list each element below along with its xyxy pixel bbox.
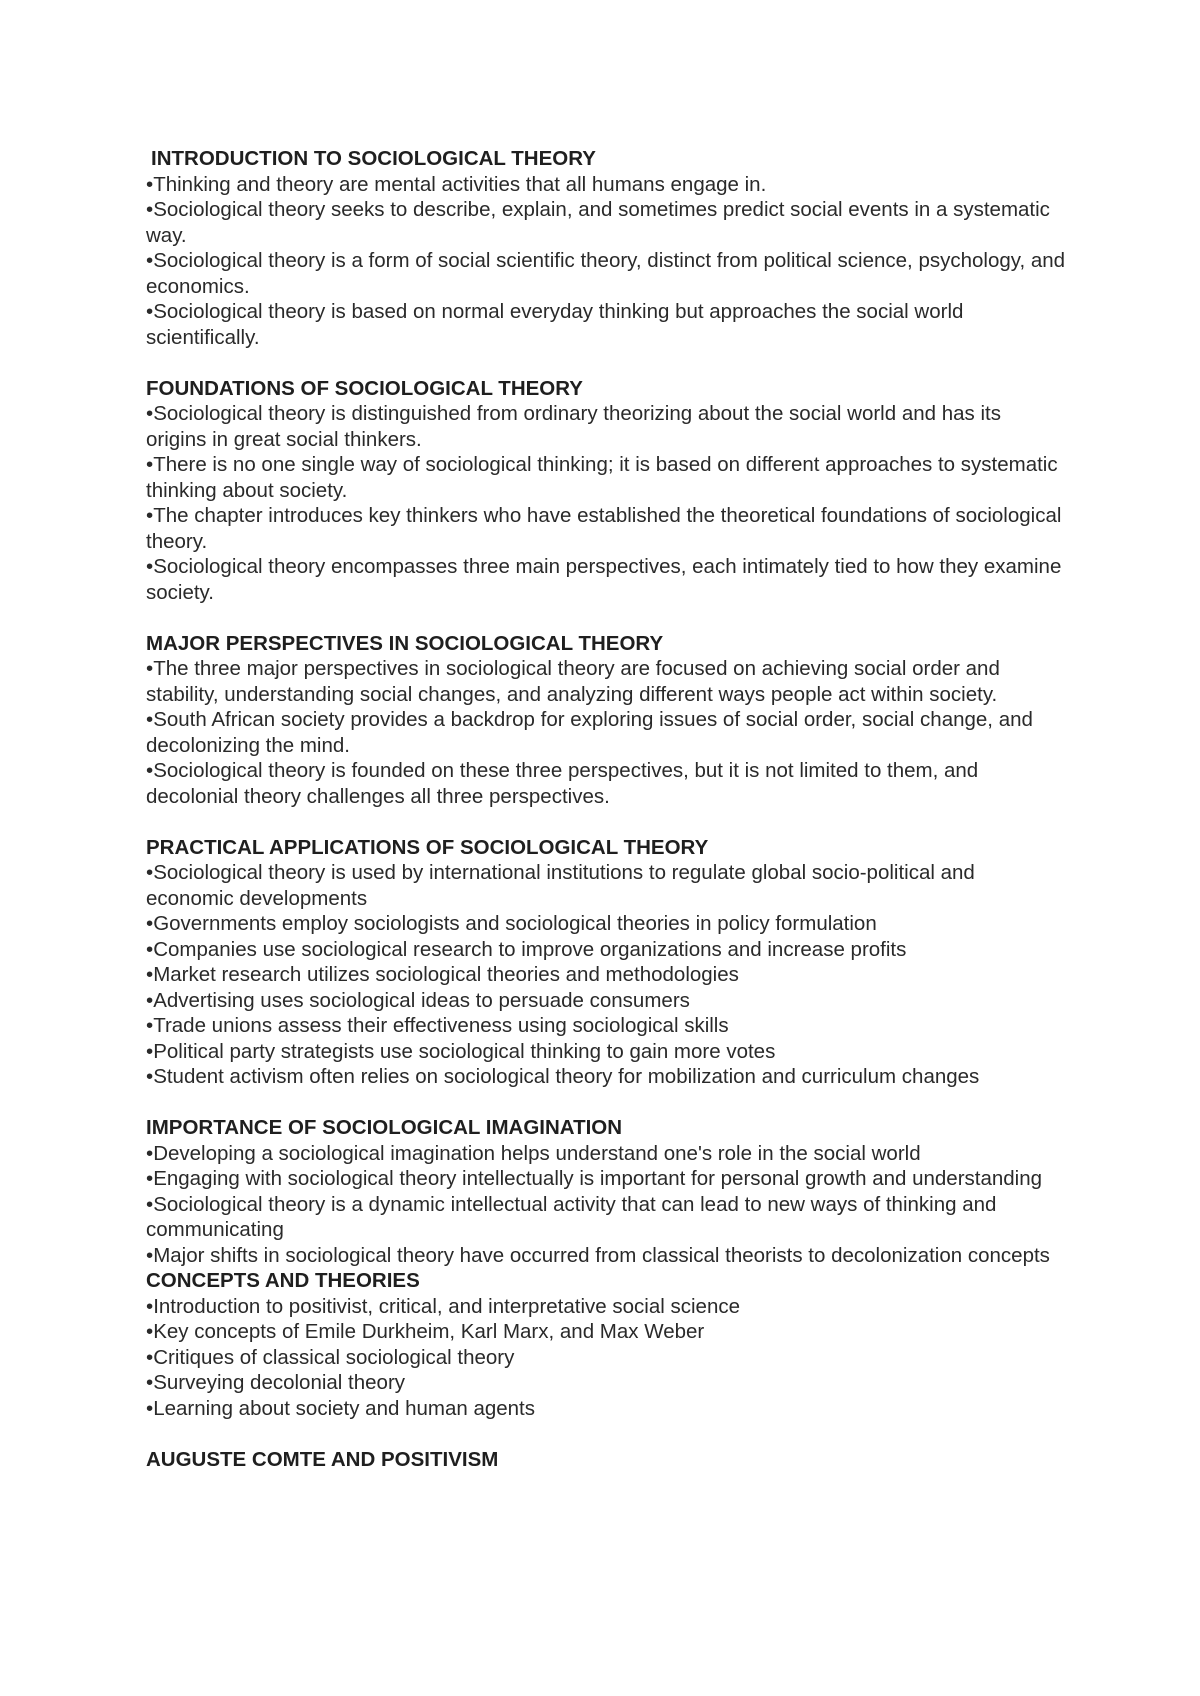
bullet-item: • Sociological theory is based on normal everyday thinking but approaches the social world scientifically. [146,299,1066,350]
bullet-item: • The three major perspectives in sociological theory are focused on achieving social order and stability, understanding social changes, and analyzing different ways people act within society. [146,656,1066,707]
bullet-item: • Sociological theory seeks to describe, explain, and sometimes predict social events in a systematic way. [146,197,1066,248]
bullet-item: • Critiques of classical sociological theory [146,1345,1066,1371]
section-introduction [146,146,1066,350]
bullet-item: • Sociological theory is founded on these three perspectives, but it is not limited to them, and decolonial theory challenges all three perspectives. [146,758,1066,809]
section-comte-positivism [146,1447,1066,1473]
bullet-item: • Sociological theory is distinguished from ordinary theorizing about the social world and has its origins in great social thinkers. [146,401,1066,452]
section-heading: PRACTICAL APPLICATIONS OF SOCIOLOGICAL THEORY [146,835,709,859]
section-foundations [146,376,1066,606]
bullet-item: • Major shifts in sociological theory have occurred from classical theorists to decolonization concepts [146,1243,1066,1269]
section-heading: INTRODUCTION TO SOCIOLOGICAL THEORY [151,147,596,170]
bullet-item: • The chapter introduces key thinkers who have established the theoretical foundations of sociological theory. [146,503,1066,554]
section-concepts-theories [146,1268,1066,1421]
bullet-item: • Sociological theory encompasses three main perspectives, each intimately tied to how they examine society. [146,554,1066,605]
bullet-item: • Developing a sociological imagination helps understand one's role in the social world [146,1141,1066,1167]
section-heading: MAJOR PERSPECTIVES IN SOCIOLOGICAL THEORY [146,631,664,655]
bullet-item: • Advertising uses sociological ideas to persuade consumers [146,988,1066,1014]
bullet-item: • Sociological theory is a dynamic intellectual activity that can lead to new ways of thinking and communicating [146,1192,1066,1243]
section-practical-applications [146,835,1066,1090]
bullet-item: • Learning about society and human agents [146,1396,1066,1422]
section-heading: CONCEPTS AND THEORIES [146,1269,420,1292]
bullet-item: • Trade unions assess their effectiveness using sociological skills [146,1013,1066,1039]
bullet-item: • Market research utilizes sociological theories and methodologies [146,962,1066,988]
section-heading: FOUNDATIONS OF SOCIOLOGICAL THEORY [146,376,583,400]
bullet-item: • Key concepts of Emile Durkheim, Karl Marx, and Max Weber [146,1319,1066,1345]
bullet-item: • Sociological theory is used by international institutions to regulate global socio-political and economic developments [146,860,1066,911]
section-major-perspectives [146,631,1066,810]
bullet-item: • Surveying decolonial theory [146,1370,1066,1396]
bullet-item: • Governments employ sociologists and sociological theories in policy formulation [146,911,1066,937]
document-page [146,146,1066,1498]
bullet-item: • There is no one single way of sociological thinking; it is based on different approaches to systematic thinking about society. [146,452,1066,503]
bullet-item: • Thinking and theory are mental activities that all humans engage in. [146,172,1066,198]
section-heading: AUGUSTE COMTE AND POSITIVISM [146,1447,499,1471]
bullet-item: • Companies use sociological research to improve organizations and increase profits [146,937,1066,963]
bullet-item: • South African society provides a backdrop for exploring issues of social order, social change, and decolonizing the mind. [146,707,1066,758]
bullet-item: • Introduction to positivist, critical, and interpretative social science [146,1294,1066,1320]
bullet-item: • Engaging with sociological theory intellectually is important for personal growth and understanding [146,1166,1066,1192]
bullet-item: • Student activism often relies on sociological theory for mobilization and curriculum changes [146,1064,1066,1090]
bullet-item: • Sociological theory is a form of social scientific theory, distinct from political science, psychology, and economics. [146,248,1066,299]
section-sociological-imagination [146,1115,1066,1268]
section-heading: IMPORTANCE OF SOCIOLOGICAL IMAGINATION [146,1116,623,1139]
bullet-item: • Political party strategists use sociological thinking to gain more votes [146,1039,1066,1065]
